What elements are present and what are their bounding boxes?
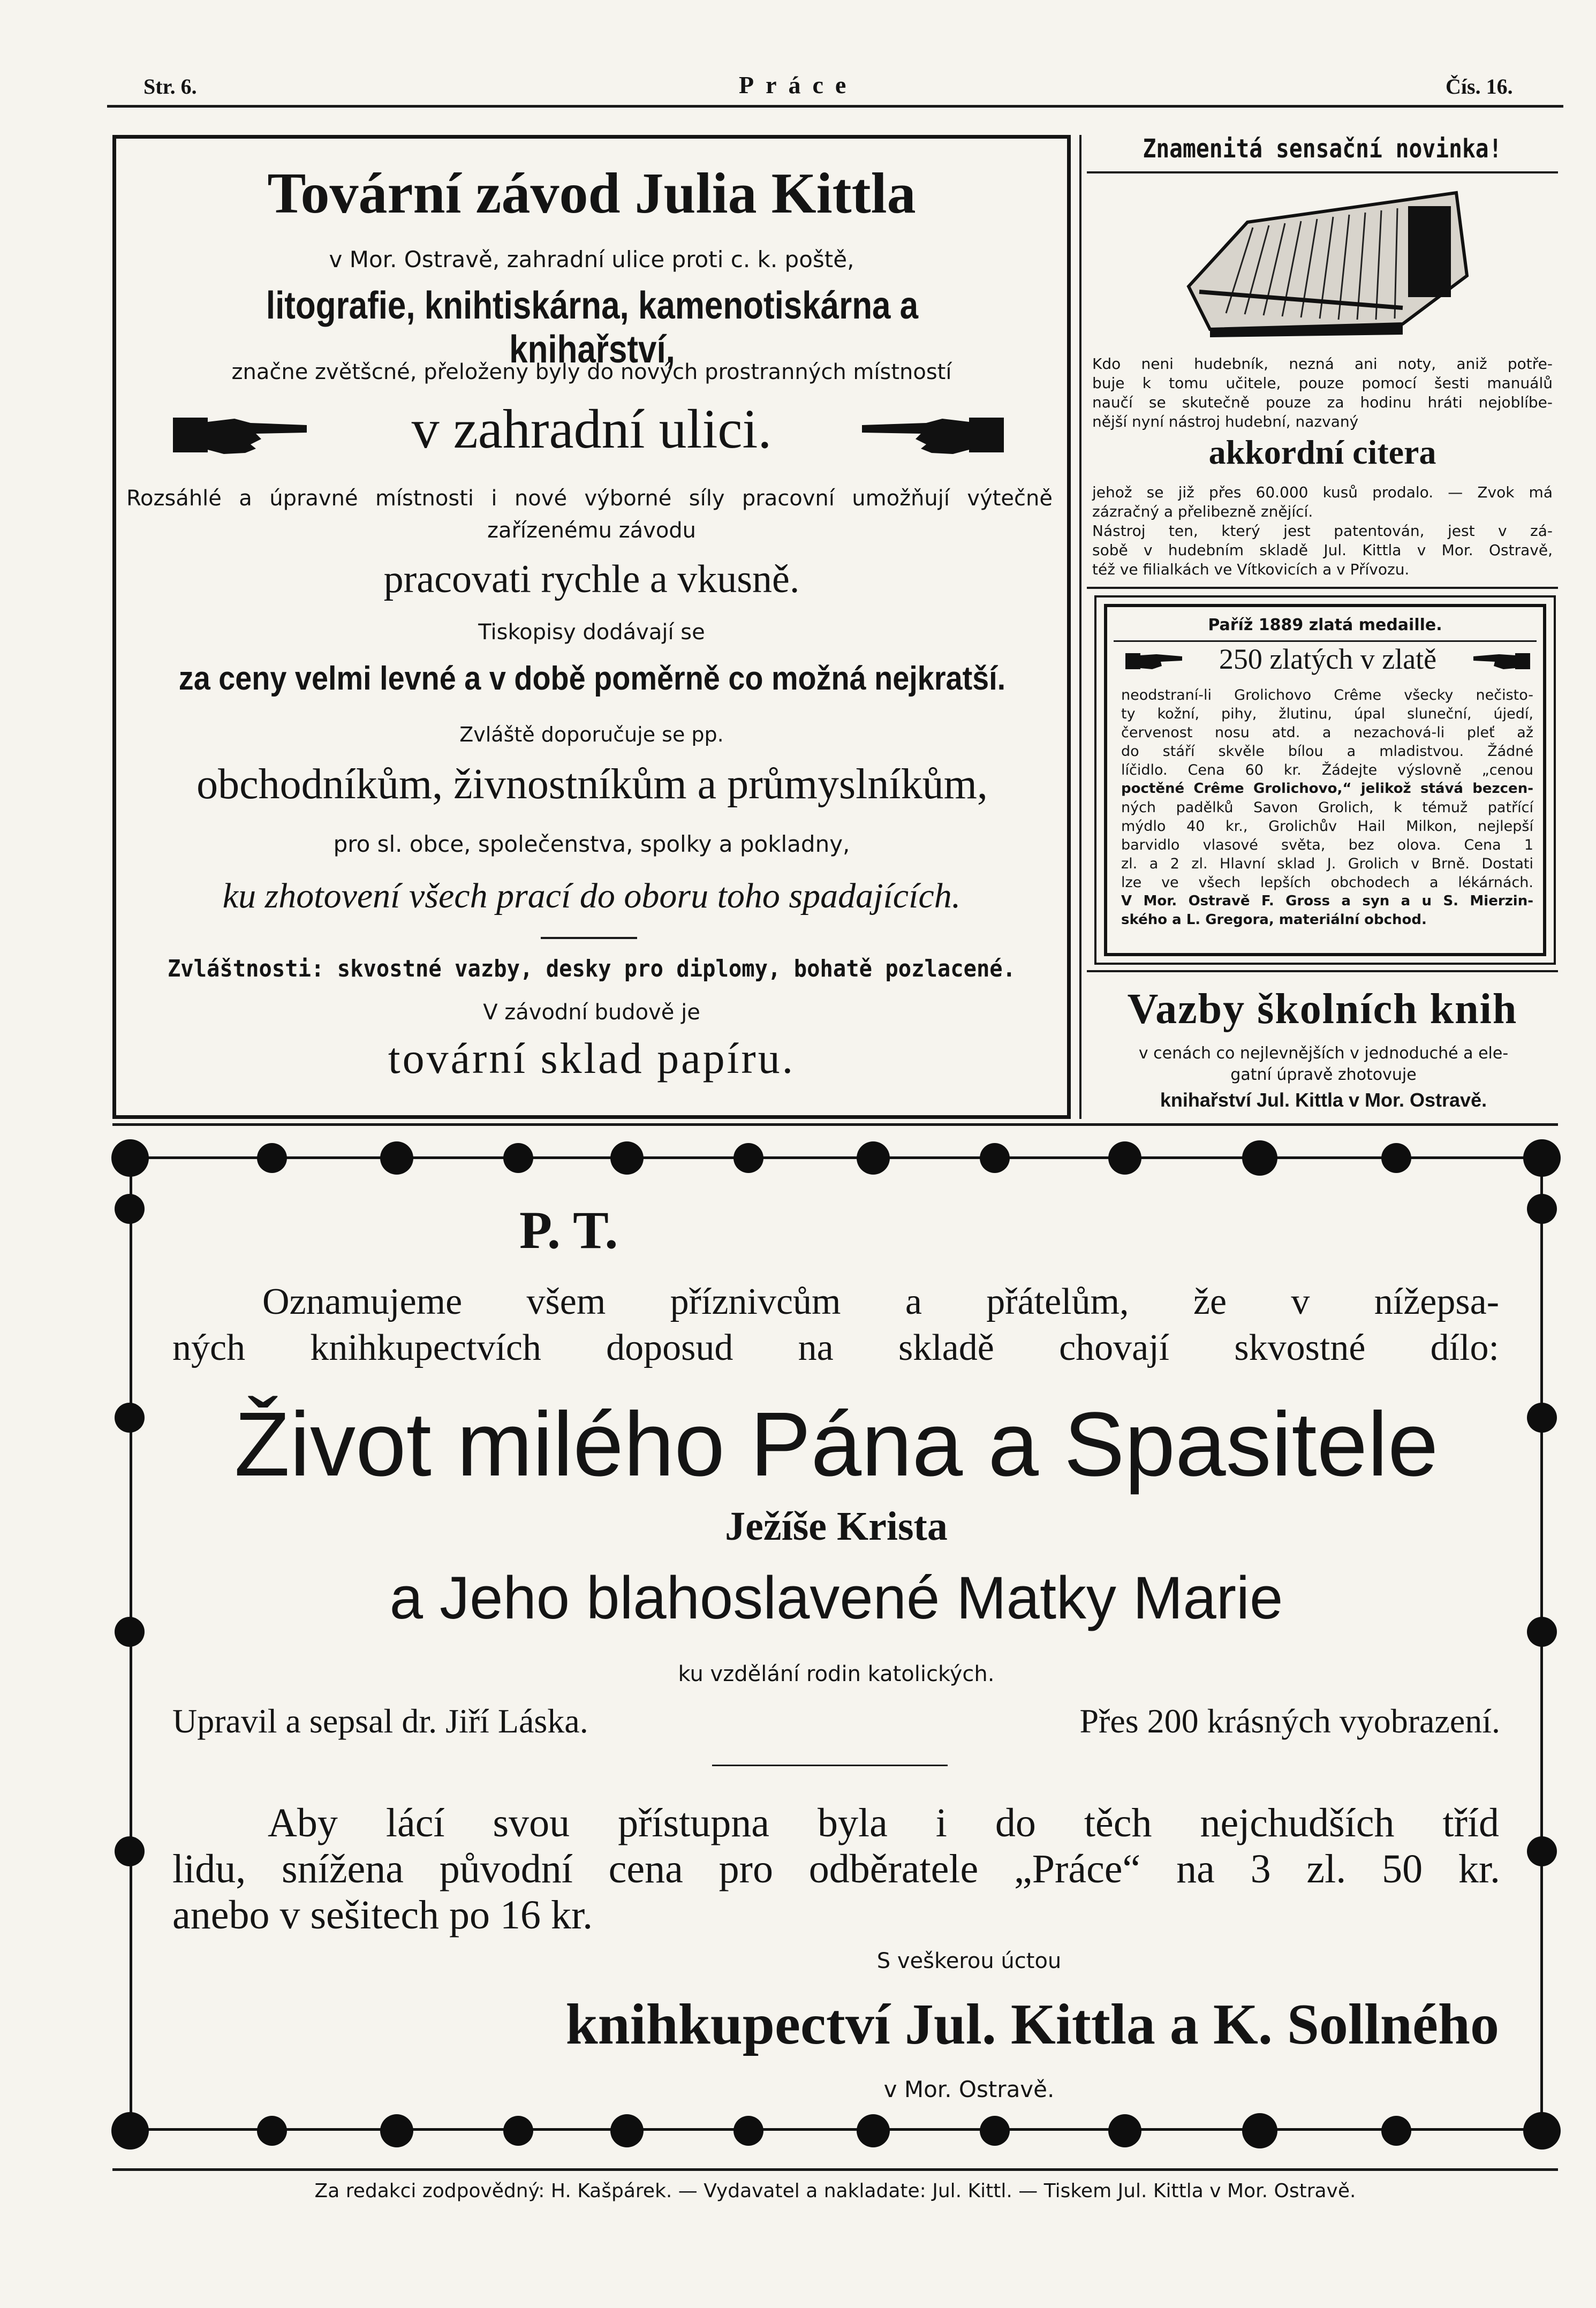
footer-rule bbox=[112, 2168, 1558, 2171]
kittl-ad-work: pracovati rychle a vkusně. bbox=[383, 557, 800, 601]
book-ad-place: v Mor. Ostravě. bbox=[883, 2076, 1055, 2102]
frame-dot bbox=[111, 1139, 149, 1177]
kittl-ad-also: pro sl. obce, společenstva, spolky a pokladny, bbox=[333, 831, 850, 857]
book-ad-purpose: ku vzdělání rodin katolických. bbox=[678, 1662, 995, 1686]
frame-dot bbox=[733, 1143, 763, 1173]
creme-ad-bottom-rule bbox=[1087, 970, 1558, 972]
kittl-ad-title: Tovární závod Julia Kittla bbox=[267, 162, 916, 225]
frame-dot bbox=[610, 2114, 644, 2147]
pointing-hand-left-icon bbox=[1472, 649, 1531, 672]
frame-dot bbox=[857, 1141, 890, 1175]
book-ad-offer-2: lidu, snížena původní cena pro odběratele „Práce“ na 3 zl. 50 kr. bbox=[172, 1847, 1500, 1891]
citera-ad-rule bbox=[1087, 171, 1558, 173]
book-ad-subtitle-2: a Jeho blahoslavené Matky Marie bbox=[389, 1564, 1283, 1631]
creme-ad-line: líčidlo. Cena 60 kr. Žádejte výslovně „cenou bbox=[1121, 762, 1533, 778]
frame-dot bbox=[1527, 1194, 1557, 1224]
book-ad-intro-2: ných knihkupectvích doposud na skladě chovají skvostné dílo: bbox=[172, 1327, 1499, 1368]
creme-ad-line: ných padělků Savon Grolich, k témuž patřící bbox=[1121, 799, 1533, 816]
creme-ad-line: barvidlo vlasové světa, bez olova. Cena 1 bbox=[1121, 837, 1533, 853]
frame-dot bbox=[115, 1194, 145, 1224]
creme-ad-line: neodstraní-li Grolichovo Crême všecky nečisto- bbox=[1121, 687, 1533, 703]
kittl-ad-body-2: zařízenému závodu bbox=[487, 518, 697, 543]
kittl-ad-warehouse: tovární sklad papíru. bbox=[388, 1034, 796, 1083]
book-ad-title: Život milého Pána a Spasitele bbox=[234, 1394, 1439, 1495]
frame-dot bbox=[111, 2112, 149, 2150]
frame-dot bbox=[1242, 1140, 1277, 1176]
book-ad-publisher: knihkupectví Jul. Kittla a K. Sollného bbox=[565, 1993, 1499, 2056]
book-ad-subtitle: Ježíše Krista bbox=[725, 1504, 948, 1549]
kittl-ad-street: v zahradní ulici. bbox=[411, 398, 772, 460]
frame-dot bbox=[1242, 2113, 1277, 2148]
kittl-ad-in-building: V závodní budově je bbox=[483, 1000, 700, 1025]
citera-ad-bottom-rule bbox=[1087, 587, 1558, 589]
citera-ad-line-6: zázračný a přelibezně znějící. bbox=[1092, 503, 1313, 520]
pointing-hand-right-icon bbox=[1124, 649, 1183, 672]
citera-ad-line-4: nější nyní nástroj hudební, nazvaný bbox=[1092, 413, 1359, 430]
issue-number: Čís. 16. bbox=[1446, 74, 1513, 99]
frame-dot bbox=[1523, 2112, 1561, 2150]
frame-dot bbox=[733, 2116, 763, 2146]
frame-dot bbox=[857, 2114, 890, 2147]
creme-ad-line: červenost nosu atd. a nezachová-li pleť až bbox=[1121, 724, 1533, 741]
frame-dot bbox=[1523, 1139, 1561, 1177]
creme-ad-medal: Paříž 1889 zlatá medaille. bbox=[1208, 616, 1442, 634]
creme-ad-line: poctěné Crême Grolichovo,“ jelikož stává bezcen- bbox=[1121, 781, 1533, 797]
school-ad-line-3: knihařství Jul. Kittla v Mor. Ostravě. bbox=[1160, 1089, 1487, 1111]
kittl-ad-audience: obchodníkům, živnostníkům a průmyslníkům, bbox=[196, 761, 988, 808]
header-rule bbox=[107, 105, 1563, 108]
creme-ad-line: mýdlo 40 kr., Grolichův Hail Milkon, nejlepší bbox=[1121, 818, 1533, 835]
school-ad-line-1: v cenách co nejlevnějších v jednoduché a ele- bbox=[1138, 1044, 1509, 1063]
kittl-ad-divider bbox=[541, 937, 637, 939]
frame-dot bbox=[980, 2116, 1010, 2146]
book-ad-author: Upravil a sepsal dr. Jiří Láska. bbox=[172, 1702, 588, 1740]
page-number: Str. 6. bbox=[143, 74, 197, 99]
citera-ad-line-3: naučí se skutečně pouze za hodinu hráti nejoblíbe- bbox=[1092, 394, 1553, 411]
frame-dot bbox=[380, 2114, 413, 2147]
book-ad-offer-3: anebo v sešitech po 16 kr. bbox=[172, 1893, 593, 1938]
creme-ad-medal-rule bbox=[1114, 640, 1537, 642]
frame-dot bbox=[1108, 2114, 1141, 2147]
frame-dot bbox=[380, 1141, 413, 1175]
frame-dot bbox=[1381, 1143, 1411, 1173]
creme-ad-line: lze ve všech lepších obchodech a lékárnách. bbox=[1121, 874, 1533, 891]
frame-dot bbox=[980, 1143, 1010, 1173]
citera-ad-title: Znamenitá sensační novinka! bbox=[1143, 134, 1502, 164]
book-ad-pt: P. T. bbox=[519, 1200, 618, 1260]
kittl-ad-moved: značne zvětšcné, přeloženy byly do nových prostranných místností bbox=[231, 360, 952, 384]
citera-ad-line-7: Nástroj ten, který jest patentován, jest v zá- bbox=[1092, 522, 1553, 540]
right-column-rule bbox=[1079, 135, 1081, 1119]
citera-ad-name: akkordní citera bbox=[1208, 433, 1436, 471]
section-rule bbox=[112, 1123, 1558, 1126]
frame-dot bbox=[1381, 2116, 1411, 2146]
footer-text: Za redakci zodpovědný: H. Kašpárek. — Vydavatel a nakladate: Jul. Kittl. — Tiskem Jul. Kittla v Mor. Ostravě. bbox=[314, 2180, 1356, 2202]
citera-ad-line-5: jehož se již přes 60.000 kusů prodalo. — Zvok má bbox=[1092, 483, 1553, 501]
kittl-ad-special: Zvláštnosti: skvostné vazby, desky pro diplomy, bohatě pozlacené. bbox=[167, 955, 1016, 982]
frame-dot bbox=[503, 1143, 533, 1173]
kittl-ad-services: litografie, knihtiskárna, kamenotiskárna a knihařství, bbox=[266, 284, 919, 371]
kittl-ad-recommend: Zvláště doporučuje se pp. bbox=[459, 723, 724, 746]
book-ad-images: Přes 200 krásných vyobrazení. bbox=[1079, 1702, 1500, 1740]
book-ad-regards: S veškerou úctou bbox=[876, 1949, 1062, 1973]
kittl-ad-body-1: Rozsáhlé a úpravné místnosti i nové výborné síly pracovní umožňují výtečně bbox=[126, 486, 1053, 511]
citera-ad-line-8: sobě v hudebním skladě Jul. Kittla v Mor. Ostravě, bbox=[1092, 541, 1553, 559]
frame-dot bbox=[257, 2116, 287, 2146]
citera-ad-line-2: buje k tomu učitele, pouze pomocí šesti manuálů bbox=[1092, 374, 1553, 392]
kittl-ad-forms: Tiskopisy dodávají se bbox=[478, 620, 705, 645]
kittl-ad-address: v Mor. Ostravě, zahradní ulice proti c. k. poště, bbox=[329, 246, 854, 273]
frame-dot bbox=[1527, 1836, 1557, 1866]
citera-ad-line-1: Kdo neni hudebník, nezná ani noty, aniž potře- bbox=[1092, 355, 1553, 373]
kittl-ad-prices: za ceny velmi levné a v době poměrně co možná nejkratší. bbox=[178, 660, 1006, 697]
creme-ad-line: zl. a 2 zl. Hlavní sklad J. Grolich v Brně. Dostati bbox=[1121, 856, 1533, 872]
book-ad-intro-1: Oznamujeme všem příznivcům a přátelům, že v nížepsa- bbox=[262, 1281, 1499, 1322]
creme-ad-line: do stáří skvěle bílou a mladistvou. Žádné bbox=[1121, 743, 1533, 760]
zither-illustration bbox=[1178, 185, 1478, 337]
school-ad-line-2: gatní úpravě zhotovuje bbox=[1230, 1065, 1417, 1084]
frame-dot bbox=[503, 2116, 533, 2146]
creme-ad-prize: 250 zlatých v zlatě bbox=[1219, 643, 1437, 675]
creme-ad-line: ského a L. Gregora, materiální obchod. bbox=[1121, 912, 1427, 928]
frame-dot bbox=[1108, 1141, 1141, 1175]
frame-dot bbox=[610, 1141, 644, 1175]
kittl-ad-script: ku zhotovení všech prací do oboru toho spadajících. bbox=[222, 876, 961, 915]
creme-ad-line: ty kožní, pihy, žlutinu, úpal sluneční, újedí, bbox=[1121, 706, 1533, 722]
citera-ad-line-9: též ve filialkách ve Vítkovicích a v Přívozu. bbox=[1092, 561, 1410, 578]
frame-dot bbox=[257, 1143, 287, 1173]
frame-dot bbox=[115, 1836, 145, 1866]
school-ad-title: Vazby školních knih bbox=[1127, 986, 1518, 1033]
creme-ad-line: V Mor. Ostravě F. Gross a syn a u S. Mierzin- bbox=[1121, 893, 1533, 909]
newspaper-title: Práce bbox=[739, 71, 858, 99]
book-ad-offer-1: Aby lácí svou přístupna byla i do těch nejchudších tříd bbox=[268, 1800, 1499, 1845]
book-ad-divider bbox=[712, 1765, 948, 1766]
creme-ad-text bbox=[1121, 686, 1533, 930]
